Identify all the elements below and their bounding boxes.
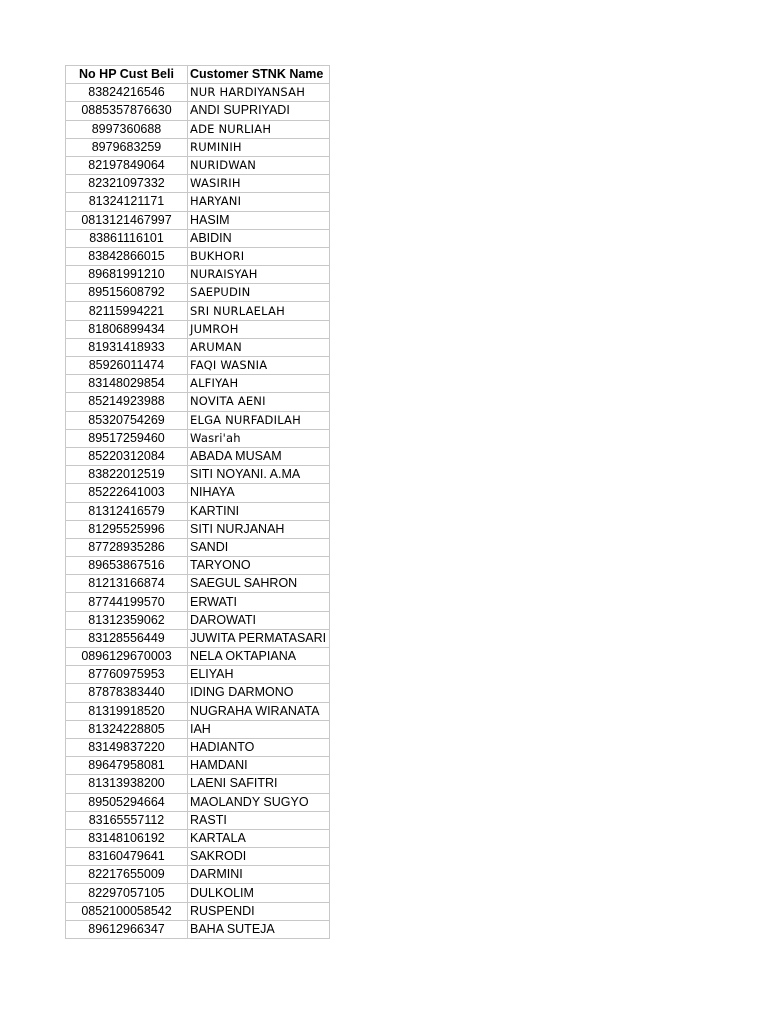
phone-cell[interactable]: 83165557112 <box>66 811 188 829</box>
phone-cell[interactable]: 87760975953 <box>66 666 188 684</box>
phone-cell[interactable]: 82217655009 <box>66 866 188 884</box>
name-cell[interactable]: NURAISYAH <box>188 266 330 284</box>
table-row <box>66 120 330 138</box>
phone-cell[interactable]: 85214923988 <box>66 393 188 411</box>
table-row <box>66 211 330 229</box>
name-cell[interactable]: MAOLANDY SUGYO <box>188 793 330 811</box>
phone-cell[interactable]: 8979683259 <box>66 138 188 156</box>
phone-cell[interactable]: 89681991210 <box>66 266 188 284</box>
table-row <box>66 866 330 884</box>
phone-cell[interactable]: 85926011474 <box>66 357 188 375</box>
name-cell[interactable]: HADIANTO <box>188 738 330 756</box>
table-row <box>66 247 330 265</box>
phone-cell[interactable]: 83824216546 <box>66 84 188 102</box>
name-cell[interactable]: ABADA MUSAM <box>188 447 330 465</box>
phone-cell[interactable]: 82297057105 <box>66 884 188 902</box>
name-cell[interactable]: NUR HARDIYANSAH <box>188 84 330 102</box>
phone-cell[interactable]: 81324121171 <box>66 193 188 211</box>
phone-cell[interactable]: 87728935286 <box>66 538 188 556</box>
name-cell[interactable]: BAHA SUTEJA <box>188 920 330 938</box>
name-cell[interactable]: IDING DARMONO <box>188 684 330 702</box>
name-cell[interactable]: ELIYAH <box>188 666 330 684</box>
phone-cell[interactable]: 83842866015 <box>66 247 188 265</box>
table-row <box>66 102 330 120</box>
name-cell[interactable]: SANDI <box>188 538 330 556</box>
name-cell[interactable]: HARYANI <box>188 193 330 211</box>
name-cell[interactable]: JUWITA PERMATASARI <box>188 629 330 647</box>
table-row <box>66 775 330 793</box>
name-cell[interactable]: DARMINI <box>188 866 330 884</box>
customer-table <box>65 65 330 939</box>
phone-cell[interactable]: 0885357876630 <box>66 102 188 120</box>
name-cell[interactable]: RUSPENDI <box>188 902 330 920</box>
phone-cell[interactable]: 83822012519 <box>66 466 188 484</box>
name-cell[interactable]: SAKRODI <box>188 848 330 866</box>
table-row <box>66 357 330 375</box>
table-row <box>66 466 330 484</box>
phone-cell[interactable]: 81295525996 <box>66 520 188 538</box>
table-row <box>66 593 330 611</box>
table-row <box>66 502 330 520</box>
phone-cell[interactable]: 81324228805 <box>66 720 188 738</box>
table-row <box>66 175 330 193</box>
table-row <box>66 284 330 302</box>
phone-cell[interactable]: 85320754269 <box>66 411 188 429</box>
table-row <box>66 666 330 684</box>
phone-cell[interactable]: 83148106192 <box>66 829 188 847</box>
table-row <box>66 902 330 920</box>
name-cell[interactable]: Wasri'ah <box>188 429 330 447</box>
name-cell[interactable]: BUKHORI <box>188 247 330 265</box>
table-row <box>66 811 330 829</box>
phone-cell[interactable]: 87878383440 <box>66 684 188 702</box>
name-cell[interactable]: KARTINI <box>188 502 330 520</box>
name-cell[interactable]: DAROWATI <box>188 611 330 629</box>
table-row <box>66 393 330 411</box>
table-row <box>66 320 330 338</box>
name-cell[interactable]: IAH <box>188 720 330 738</box>
table-row <box>66 138 330 156</box>
name-cell[interactable]: KARTALA <box>188 829 330 847</box>
table-row <box>66 920 330 938</box>
table-row <box>66 302 330 320</box>
name-cell[interactable]: SAEPUDIN <box>188 284 330 302</box>
table-row <box>66 375 330 393</box>
name-cell[interactable]: SITI NOYANI. A.MA <box>188 466 330 484</box>
phone-cell[interactable]: 0813121467997 <box>66 211 188 229</box>
name-cell[interactable]: RUMINIH <box>188 138 330 156</box>
table-row <box>66 848 330 866</box>
phone-cell[interactable]: 81931418933 <box>66 338 188 356</box>
name-cell[interactable]: NUGRAHA WIRANATA <box>188 702 330 720</box>
name-cell[interactable]: NOVITA AENI <box>188 393 330 411</box>
table-row <box>66 884 330 902</box>
name-cell[interactable]: ALFIYAH <box>188 375 330 393</box>
table-row <box>66 720 330 738</box>
phone-cell[interactable]: 82197849064 <box>66 156 188 174</box>
name-cell[interactable]: DULKOLIM <box>188 884 330 902</box>
table-row <box>66 575 330 593</box>
table-row <box>66 484 330 502</box>
phone-cell[interactable]: 85222641003 <box>66 484 188 502</box>
table-row <box>66 429 330 447</box>
table-row <box>66 648 330 666</box>
column-header-name[interactable]: Customer STNK Name <box>188 66 330 84</box>
table-row <box>66 702 330 720</box>
name-cell[interactable]: HAMDANI <box>188 757 330 775</box>
table-row <box>66 557 330 575</box>
name-cell[interactable]: ABIDIN <box>188 229 330 247</box>
name-cell[interactable]: LAENI SAFITRI <box>188 775 330 793</box>
table-row <box>66 520 330 538</box>
table-row <box>66 757 330 775</box>
phone-cell[interactable]: 89517259460 <box>66 429 188 447</box>
name-cell[interactable]: TARYONO <box>188 557 330 575</box>
name-cell[interactable]: ANDI SUPRIYADI <box>188 102 330 120</box>
phone-cell[interactable]: 83160479641 <box>66 848 188 866</box>
phone-cell[interactable]: 87744199570 <box>66 593 188 611</box>
phone-cell[interactable]: 85220312084 <box>66 447 188 465</box>
table-row <box>66 738 330 756</box>
name-cell[interactable]: ARUMAN <box>188 338 330 356</box>
name-cell[interactable]: SAEGUL SAHRON <box>188 575 330 593</box>
name-cell[interactable]: ELGA NURFADILAH <box>188 411 330 429</box>
table-row <box>66 447 330 465</box>
table-row <box>66 538 330 556</box>
phone-cell[interactable]: 81806899434 <box>66 320 188 338</box>
table-row <box>66 684 330 702</box>
phone-cell[interactable]: 89653867516 <box>66 557 188 575</box>
phone-cell[interactable]: 89505294664 <box>66 793 188 811</box>
phone-cell[interactable]: 83148029854 <box>66 375 188 393</box>
name-cell[interactable]: ERWATI <box>188 593 330 611</box>
table-row <box>66 829 330 847</box>
phone-cell[interactable]: 89647958081 <box>66 757 188 775</box>
phone-cell[interactable]: 83861116101 <box>66 229 188 247</box>
phone-cell[interactable]: 83128556449 <box>66 629 188 647</box>
name-cell[interactable]: NURIDWAN <box>188 156 330 174</box>
phone-cell[interactable]: 0896129670003 <box>66 648 188 666</box>
name-cell[interactable]: WASIRIH <box>188 175 330 193</box>
table-row <box>66 338 330 356</box>
table-row <box>66 411 330 429</box>
table-row <box>66 84 330 102</box>
table-row <box>66 611 330 629</box>
phone-cell[interactable]: 89612966347 <box>66 920 188 938</box>
phone-cell[interactable]: 81312416579 <box>66 502 188 520</box>
phone-cell[interactable]: 81313938200 <box>66 775 188 793</box>
header-row <box>66 66 330 84</box>
table-row <box>66 156 330 174</box>
name-cell[interactable]: RASTI <box>188 811 330 829</box>
name-cell[interactable]: ADE NURLIAH <box>188 120 330 138</box>
name-cell[interactable]: NIHAYA <box>188 484 330 502</box>
name-cell[interactable]: SITI NURJANAH <box>188 520 330 538</box>
name-cell[interactable]: JUMROH <box>188 320 330 338</box>
name-cell[interactable]: NELA OKTAPIANA <box>188 648 330 666</box>
table-body <box>66 84 330 939</box>
phone-cell[interactable]: 0852100058542 <box>66 902 188 920</box>
phone-cell[interactable]: 81213166874 <box>66 575 188 593</box>
name-cell[interactable]: SRI NURLAELAH <box>188 302 330 320</box>
table-row <box>66 266 330 284</box>
name-cell[interactable]: HASIM <box>188 211 330 229</box>
phone-cell[interactable]: 82115994221 <box>66 302 188 320</box>
table-row <box>66 629 330 647</box>
table-row <box>66 193 330 211</box>
phone-cell[interactable]: 81319918520 <box>66 702 188 720</box>
phone-cell[interactable]: 83149837220 <box>66 738 188 756</box>
name-cell[interactable]: FAQI WASNIA <box>188 357 330 375</box>
phone-cell[interactable]: 8997360688 <box>66 120 188 138</box>
phone-cell[interactable]: 82321097332 <box>66 175 188 193</box>
phone-cell[interactable]: 81312359062 <box>66 611 188 629</box>
phone-cell[interactable]: 89515608792 <box>66 284 188 302</box>
table-row <box>66 229 330 247</box>
table-row <box>66 793 330 811</box>
column-header-phone[interactable]: No HP Cust Beli <box>66 66 188 84</box>
